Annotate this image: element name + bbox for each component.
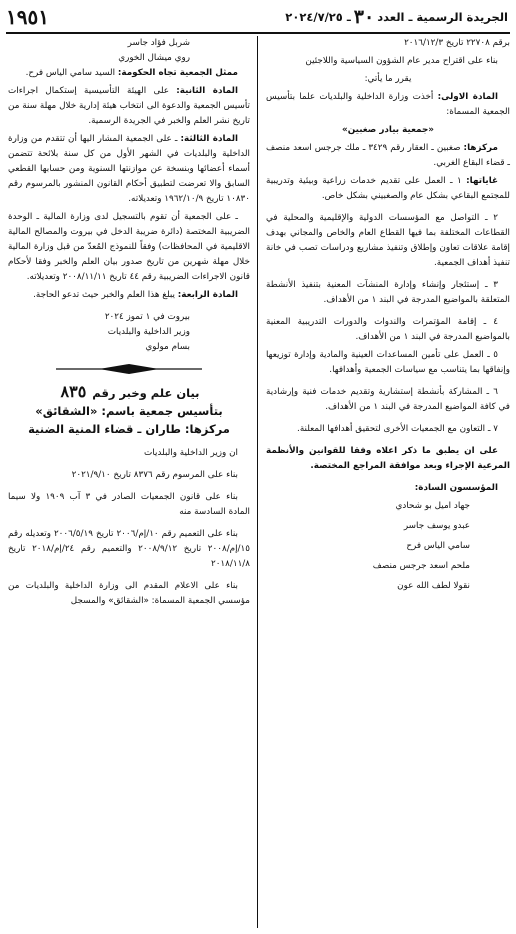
header-prefix: الجريدة الرسمية ـ العدد — [377, 10, 508, 24]
goals-label: غاياتها: — [466, 176, 499, 186]
goal-3: ٣ ـ إستئجار وإنشاء وإدارة المنشآت المعنية بتنفيذ الأنشطة المتعلقة بالمواضيع المدرجة في البند ١ من الأهداف. — [266, 280, 510, 305]
article-3-label: المادة الثالثة: — [180, 134, 239, 144]
intro-line-1: برقم ٢٢٧٠٨ تاريخ ٢٠١٦/١٢/٣ — [404, 38, 510, 48]
signature-name: بسام مولوي — [145, 342, 190, 352]
basis-3: بناء على التعميم رقم ١٠/إم/٢٠٠٦ تاريخ ٢٠٠٦/٥/١٩ وتعديله رقم ١٥/إم/٢٠٠٨ تاريخ ٢٠٠٨/٩/١٢ والتعميم رقم ٢٤/إم/٢٠١٨ تاريخ ٢٠١٨/١١/٨ — [8, 529, 250, 569]
founders-label: المؤسسون السادة: — [414, 483, 498, 493]
goal-2: ٢ ـ التواصل مع المؤسسات الدولية والإقليمية والمحلية في القطاعات المختلفة بما فيها القطاع العام والخاص والمجاني بهدف إقامة علاقات تعاون وإطلاق وتنفيذ مشاريع ودراسات تصب في خانة تنفيذ أهداف الجمعية. — [266, 213, 510, 268]
goals — [266, 174, 510, 204]
article-1-label: المادة الاولى: — [437, 92, 499, 102]
section-ornament — [54, 363, 204, 375]
article-4-label: المادة الرابعة: — [177, 290, 238, 300]
founder-name: نقولا لطف الله عون — [397, 581, 470, 591]
representative-text: السيد سامي الياس فرح. — [25, 68, 118, 78]
right-column — [266, 36, 510, 599]
goal-7: ٧ ـ التعاون مع الجمعيات الأخرى لتحقيق أهدافها المعلنة. — [297, 424, 498, 434]
representative-label: ممثل الجمعية تجاه الحكومة: — [117, 68, 238, 78]
condition-clause: على ان يطبق ما ذكر اعلاه وفقا للقوانين والأنظمة المرعية الإجراء وبعد موافقة المراجع المختصة. — [266, 446, 510, 471]
article-1 — [266, 90, 510, 120]
headquarters — [266, 141, 510, 171]
article-2 — [8, 84, 250, 129]
founder-name: روي ميشال الخوري — [118, 53, 190, 63]
headquarters-text: صغبين ـ العقار رقم ٣٤٢٩ ـ ملك جرجس اسعد منصف ـ قضاء البقاع الغربي. — [266, 143, 510, 168]
founder-name: سامي الياس فرح — [406, 541, 470, 551]
goal-4: ٤ ـ إقامة المؤتمرات والندوات والدورات التدريبية المعنية بالمواضيع المدرجة في البند ١ من الأهداف. — [266, 317, 510, 342]
article-3 — [8, 132, 250, 207]
government-representative — [8, 66, 250, 81]
founder-name: جهاد اميل بو شحادي — [395, 501, 470, 511]
basis-2: بناء على قانون الجمعيات الصادر في ٣ آب ١٩٠٩ ولا سيما المادة السادسة منه — [8, 492, 250, 517]
notice-number: ٨٣٥ — [60, 382, 87, 401]
signature-title: وزير الداخلية والبلديات — [107, 327, 190, 337]
article-3-tax: ـ على الجمعية أن تقوم بالتسجيل لدى وزارة المالية ـ الوحدة الضريبية المختصة (دائرة ضريبة الدخل في بيروت والمصالح المالية الاقليمية في المحافظات) وفقاً للنموذج المُعدّ من قبل وزارة المالية خلال مهلة شهرين من تاريخ صدور بيان العلم والخبر وفقا لأحكام قانون الاجراءات الضريبية رقم ٤٤ تاريخ ٢٠٠٨/١١/١١ وتعديلاته. — [8, 212, 250, 282]
intro-line-2: بناء على اقتراح مدير عام الشؤون السياسية واللاجئين — [305, 56, 498, 66]
founder-name: شربل فؤاد جاسر — [127, 38, 190, 48]
column-divider — [257, 36, 258, 928]
article-4-text: يبلغ هذا العلم والخبر حيث تدعو الحاجة. — [33, 290, 178, 300]
page-number: ١٩٥١ — [6, 5, 49, 29]
notice-headquarters: مركزها: طاران ـ قضاء المنية الضنية — [28, 422, 230, 436]
headquarters-label: مركزها: — [463, 143, 498, 153]
founder-name: عبدو يوسف جاسر — [403, 521, 470, 531]
goal-1: ١ ـ العمل على تقديم خدمات زراعية وبيئية وتدريبية للمجتمع البقاعي بشكل عام والصغبيني بشكل خاص. — [266, 176, 510, 201]
header-date: ـ ٢٠٢٤/٧/٢٥ — [285, 10, 351, 24]
left-column — [8, 36, 250, 612]
article-2-text: على الهيئة التأسيسية إستكمال اجراءات تأسيس الجمعية والدعوة الى انتخاب هيئة إدارية خلال مهلة سنة من تاريخ نشر العلم والخبر في الجريدة الرسمية. — [8, 86, 250, 126]
notice-title — [8, 383, 250, 402]
notice-subtitle: بتأسيس جمعية باسم: «الشقائق» — [35, 404, 223, 418]
page-header-title — [285, 4, 508, 30]
basis-4: بناء على الاعلام المقدم الى وزارة الداخلية والبلديات من مؤسسي الجمعية المسماة: «الشقائق» والمسجل — [8, 581, 250, 606]
issue-number: ٣٠ — [353, 6, 375, 28]
signature-place-date: بيروت في ١ تموز ٢٠٢٤ — [104, 312, 190, 322]
article-3-text: ـ على الجمعية المشار اليها أن تتقدم من وزارة الداخلية والبلديات في الشهر الأول من كل سنة بلائحة تتضمن أسماء أعضائها وبنسخة عن موازنتها السنوية ومن حسابها القطعي السابق والا تعرضت لتطبيق أحكام القانون المنشور بالمرسوم رقم ١٠٨٣٠ تاريخ ١٩٦٢/١٠/٩ وتعديلاته. — [8, 134, 250, 204]
notice-title-prefix: بيان علم وخبر رقم — [92, 386, 200, 400]
founder-name: ملحم اسعد جرجس منصف — [372, 561, 470, 571]
article-4 — [8, 288, 250, 303]
decide-line: يقرر ما يأتي: — [364, 74, 412, 84]
article-2-label: المادة الثانية: — [176, 86, 238, 96]
goal-6: ٦ ـ المشاركة بأنشطة إستشارية وتقديم خدمات فنية وإرشادية في كافة المواضيع المدرجة في البند ١ من الأهداف. — [266, 387, 510, 412]
ministry-line: ان وزير الداخلية والبلديات — [144, 448, 238, 458]
basis-1: بناء على المرسوم رقم ٨٣٧٦ تاريخ ٢٠٢١/٩/١٠ — [71, 470, 238, 480]
article-1-text: أخذت وزارة الداخلية والبلديات علما بتأسيس الجمعية المسماة: — [266, 92, 510, 117]
association-name: «جمعية بيادر صغبين» — [342, 125, 434, 135]
goal-5: ٥ ـ العمل على تأمين المساعدات العينية والمادية وإدارة توزيعها وإنفاقها بما يتناسب مع سياسات الجمعية وأهدافها. — [266, 350, 510, 375]
header-divider — [6, 32, 510, 34]
